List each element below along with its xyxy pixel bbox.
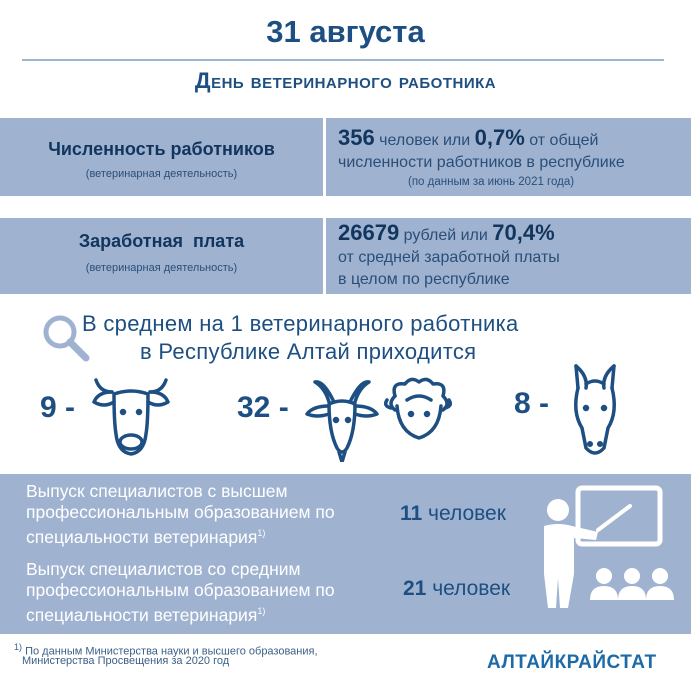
horse-count: 8 - — [514, 387, 550, 420]
brand-logo: АЛТАЙКРАЙСТАТ — [487, 652, 657, 673]
higher-education-label: Выпуск специалистов с высшем профессиональным образованием по специальности ветеринария — [26, 481, 335, 547]
employees-sublabel: (ветеринарная деятельность) — [85, 168, 238, 180]
average-line-1: В среднем на 1 ветеринарного работника — [82, 311, 519, 336]
average-line-2: в Республике Алтай приходится — [140, 339, 477, 364]
goat-icon — [303, 376, 381, 462]
footnote-mark: 1) — [257, 528, 266, 538]
employees-value-text — [338, 127, 683, 174]
wage-unit: рублей или — [403, 227, 488, 244]
wage-label: Заработная плата — [78, 231, 245, 251]
wage-sublabel: (ветеринарная деятельность) — [85, 262, 238, 274]
cow-count: 9 - — [40, 391, 76, 424]
footnote-mark: 1) — [257, 606, 266, 616]
wage-value-text — [338, 222, 683, 291]
divider — [22, 59, 664, 61]
footnote-text-1: По данным Министерства науки и высшего образования, — [25, 645, 318, 658]
employees-label: Численность работников — [48, 139, 275, 159]
wage-value: 26679 — [338, 220, 400, 245]
employees-text-b: численности работников в республике — [338, 154, 625, 171]
higher-education-text — [26, 481, 386, 548]
secondary-education-label: Выпуск специалистов со средним профессиональным образованием по специальности ветеринария — [26, 559, 335, 625]
higher-education-count — [400, 502, 506, 526]
horse-icon — [566, 362, 624, 462]
teacher-icon — [540, 484, 676, 610]
higher-count-unit: человек — [428, 502, 506, 525]
footnote-line-2: Министерства Просвещения за 2020 год — [22, 655, 230, 667]
wage-text-b: от средней заработной платы — [338, 249, 560, 266]
cow-icon — [90, 372, 172, 460]
secondary-education-count — [403, 577, 510, 601]
band-divider — [323, 218, 326, 294]
employees-note: (по данным за июнь 2021 года) — [408, 176, 575, 188]
date-heading: 31 августа — [266, 14, 425, 49]
employees-percent: 0,7% — [474, 125, 525, 150]
employees-value: 356 — [338, 125, 375, 150]
secondary-education-text — [26, 559, 386, 626]
employees-unit: человек или — [379, 132, 471, 149]
wage-text-c: в целом по республике — [338, 271, 510, 288]
footnote-mark: 1) — [14, 642, 23, 652]
page-title: День ветеринарного работника — [194, 68, 497, 93]
secondary-count-value: 21 — [403, 577, 427, 600]
goat-sheep-count: 32 - — [237, 391, 289, 424]
employees-text-a: от общей — [529, 132, 599, 149]
higher-count-value: 11 — [400, 502, 423, 525]
band-divider — [323, 118, 326, 196]
wage-percent: 70,4% — [492, 220, 555, 245]
secondary-count-unit: человек — [432, 577, 511, 600]
sheep-icon — [383, 376, 453, 444]
